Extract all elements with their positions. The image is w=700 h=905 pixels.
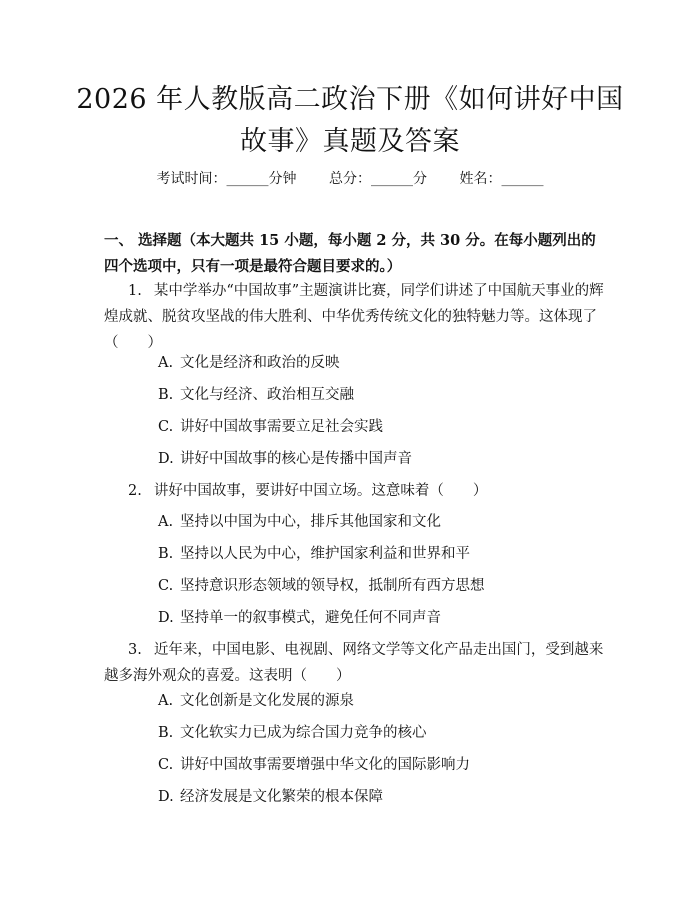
option-letter: D. [158, 789, 174, 805]
option-text: 讲好中国故事的核心是传播中国声音 [180, 451, 412, 467]
option-letter: B. [158, 546, 174, 562]
student-name-field: 姓名：______ [459, 171, 544, 187]
question-1 [104, 278, 604, 356]
question-2-option-d[interactable] [158, 607, 441, 629]
question-number: 3. [128, 642, 142, 658]
question-2-option-b[interactable] [158, 543, 470, 565]
page-title-line-2: 故事》真题及答案 [240, 126, 460, 157]
question-2-option-a[interactable] [158, 511, 441, 533]
question-3-option-a[interactable] [158, 690, 354, 712]
total-score-field: 总分：______分 [329, 171, 427, 187]
exam-time-field: 考试时间：______分钟 [156, 171, 297, 187]
option-letter: D. [158, 610, 174, 626]
option-letter: C. [158, 578, 174, 594]
page-title-line-1: 2026 年人教版高二政治下册《如何讲好中国 [76, 84, 624, 115]
question-text: 某中学举办“中国故事”主题演讲比赛，同学们讲述了中国航天事业的辉煌成就、脱贫攻坚战的伟大胜利、中华优秀传统文化的独特魅力等。这体现了（ ） [104, 283, 604, 351]
question-number: 1. [128, 283, 142, 299]
option-letter: A. [158, 514, 174, 530]
option-letter: A. [158, 355, 174, 371]
option-letter: D. [158, 451, 174, 467]
option-text: 文化软实力已成为综合国力竞争的核心 [180, 725, 427, 741]
question-text: 近年来，中国电影、电视剧、网络文学等文化产品走出国门，受到越来越多海外观众的喜爱。这表明（ ） [104, 642, 604, 684]
option-letter: B. [158, 387, 174, 403]
exam-meta [0, 168, 700, 188]
option-text: 讲好中国故事需要增强中华文化的国际影响力 [180, 757, 470, 773]
question-1-option-a[interactable] [158, 352, 340, 374]
question-1-option-b[interactable] [158, 384, 354, 406]
option-letter: A. [158, 693, 174, 709]
option-text: 坚持意识形态领域的领导权，抵制所有西方思想 [180, 578, 485, 594]
option-text: 坚持以中国为中心，排斥其他国家和文化 [180, 514, 441, 530]
question-3 [104, 637, 604, 689]
question-2 [104, 478, 604, 504]
option-text: 经济发展是文化繁荣的根本保障 [180, 789, 383, 805]
option-text: 文化是经济和政治的反映 [180, 355, 340, 371]
option-letter: C. [158, 419, 174, 435]
question-3-option-b[interactable] [158, 722, 427, 744]
question-3-option-d[interactable] [158, 786, 383, 808]
option-text: 文化与经济、政治相互交融 [180, 387, 354, 403]
option-text: 坚持单一的叙事模式，避免任何不同声音 [180, 610, 441, 626]
option-text: 坚持以人民为中心，维护国家利益和世界和平 [180, 546, 470, 562]
option-text: 讲好中国故事需要立足社会实践 [180, 419, 383, 435]
section-heading: 一、 选择题（本大题共 15 小题，每小题 2 分，共 30 分。在每小题列出的四个选项中，只有一项是最符合题目要求的。） [104, 232, 596, 275]
question-2-option-c[interactable] [158, 575, 485, 597]
question-number: 2. [128, 483, 142, 499]
option-text: 文化创新是文化发展的源泉 [180, 693, 354, 709]
question-text: 讲好中国故事，要讲好中国立场。这意味着（ ） [153, 483, 488, 499]
option-letter: B. [158, 725, 174, 741]
option-letter: C. [158, 757, 174, 773]
question-1-option-c[interactable] [158, 416, 383, 438]
question-3-option-c[interactable] [158, 754, 470, 776]
question-1-option-d[interactable] [158, 448, 412, 470]
